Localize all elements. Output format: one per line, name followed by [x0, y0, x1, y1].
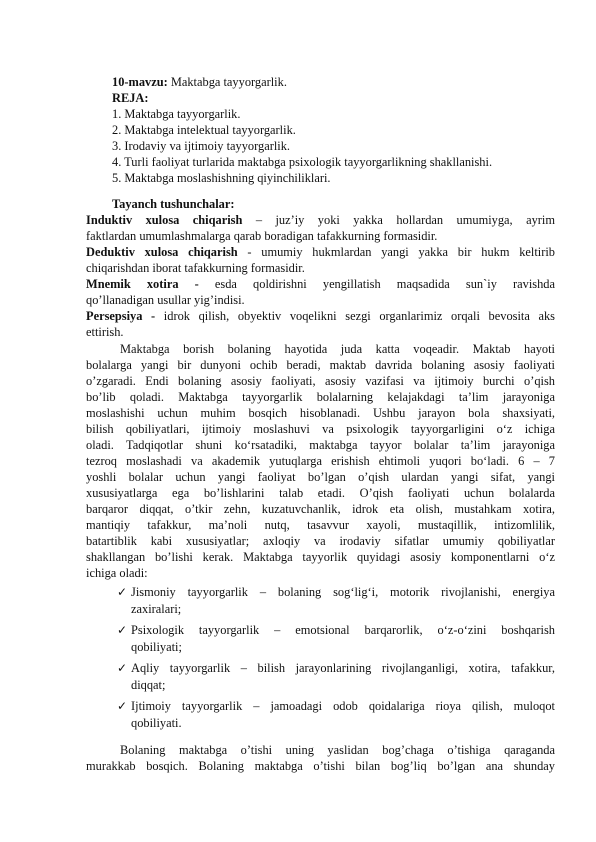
plan-item: 1. Maktabga tayyorgarlik. [112, 107, 241, 121]
paragraph-line: moslashishi uchun muhim bosqich hisoblanadi. Ushbu jarayon bola shaxsiyati, [86, 406, 555, 420]
paragraph-line: barqaror diqqat, o’tkir zehn, kuzatuvchanlik, idrok eta olish, mustahkam xotira, [86, 502, 555, 516]
paragraph-line: Maktabga borish bolaning hayotida juda katta voqeadir. Maktab hayoti [120, 342, 555, 356]
bullet-item-cont: qobiliyati. [131, 716, 182, 730]
bullet-item-cont: zaxiralari; [131, 602, 182, 616]
topic-title: Maktabga tayyorgarlik. [167, 75, 287, 89]
paragraph-line: o’zgaradi. Endi bolaning asosiy faoliyati, asosiy vazifasi va ijtimoiy burchi o’qish [86, 374, 555, 388]
concept-induktiv-cont: faktlardan umumlashmalarga qarab boradigan tafakkurning formasidir. [86, 229, 438, 243]
plan-title: REJA: [112, 91, 149, 105]
paragraph-line: bolalarga yangi bir dunyoni ochib beradi, maktab davrida bolaning asosiy faoliyati [86, 358, 555, 372]
plan-item: 5. Maktabga moslashishning qiyinchiliklari. [112, 171, 331, 185]
checkmark-icon: ✓ [117, 585, 128, 599]
paragraph-line: ichiga oladi: [86, 566, 148, 580]
concepts-title: Tayanch tushunchalar: [112, 197, 235, 211]
plan-item: 4. Turli faoliyat turlarida maktabga psixologik tayyorgarlikning shakllanishi. [112, 155, 493, 169]
paragraph-line: bo’lib qoladi. Maktabga tayyorgarlik bolalarning kelajakdagi ta’lim jarayoniga [86, 390, 555, 404]
paragraph-line: yoshli bolalar uchun yangi faoliyat bo’lgan o’qish ulardan yangi sifat, yangi [86, 470, 555, 484]
paragraph-line: oladi. Tadqiqotlar shuni ko‘rsatadiki, maktabga tayyor bolalar ta’lim jarayoniga [86, 438, 555, 452]
topic-heading [112, 74, 287, 90]
plan-item: 3. Irodaviy va ijtimoiy tayyorgarlik. [112, 139, 291, 153]
paragraph-line: mantiqiy tafakkur, ma’noli nutq, tasavvur xayoli, mustaqillik, intizomlilik, [86, 518, 555, 532]
topic-number: 10-mavzu: [112, 75, 168, 89]
paragraph-line: xususiyatlarga ega bo’lishlarini talab etadi. O’qish faoliyati uchun bolalarda [86, 486, 555, 500]
concept-deduktiv-cont: chiqarishdan iborat tafakkurning formasidir. [86, 261, 305, 275]
paragraph-line: bilish qobiliyatlari, ijtimoiy moslashuvi va psixologik tayyorgarligini o‘z ichiga [86, 422, 555, 436]
checkmark-icon: ✓ [117, 623, 128, 637]
bullet-item: Aqliy tayyorgarlik – bilish jarayonlarining rivojlanganligi, xotira, tafakkur, [131, 661, 555, 675]
concept-induktiv: Induktiv xulosa chiqarish – juz’iy yoki yakka hollardan umumiyga, ayrim [86, 213, 556, 227]
paragraph-line: batartiblik kabi xususiyatlar; axloqiy va irodaviy sifatlar umumiy qobiliyatlar [86, 534, 555, 548]
plan-item: 2. Maktabga intelektual tayyorgarlik. [112, 123, 296, 137]
bullet-item: Psixologik tayyorgarlik – emotsional barqarorlik, o‘z-o‘zini boshqarish [131, 623, 555, 637]
paragraph-line: murakkab bosqich. Bolaning maktabga o’tishi bilan bog’liq bo’lgan ana shunday [86, 759, 555, 773]
concept-persepsiya-cont: ettirish. [86, 325, 124, 339]
paragraph-line: Bolaning maktabga o’tishi uning yaslidan bog’chaga o’tishiga qaraganda [120, 743, 555, 757]
concept-mnemik: Mnemik xotira - esda qoldirishni yengillatish maqsadida sun`iy ravishda [86, 277, 555, 291]
checkmark-icon: ✓ [117, 661, 128, 675]
bullet-item-cont: qobiliyati; [131, 640, 182, 654]
paragraph-line: tezroq moslashadi va akademik yutuqlarga erishish ehtimoli yuqori bo‘ladi. 6 – 7 [86, 454, 555, 468]
bullet-item-cont: diqqat; [131, 678, 166, 692]
concept-persepsiya: Persepsiya - idrok qilish, obyektiv voqelikni sezgi organlarimiz orqali bevosita aks [86, 309, 555, 323]
concept-mnemik-cont: qo’llanadigan usullar yig’indisi. [86, 293, 245, 307]
checkmark-icon: ✓ [117, 699, 128, 713]
bullet-item: Ijtimoiy tayyorgarlik – jamoadagi odob qoidalariga rioya qilish, muloqot [131, 699, 555, 713]
concept-deduktiv: Deduktiv xulosa chiqarish - umumiy hukmlardan yangi yakka bir hukm keltirib [86, 245, 556, 259]
paragraph-line: shakllangan bo’lishi kerak. Maktabga tayyorlik quyidagi asosiy komponentlarni o‘z [86, 550, 555, 564]
bullet-item: Jismoniy tayyorgarlik – bolaning sog‘lig‘i, motorik rivojlanishi, energiya [131, 585, 555, 599]
